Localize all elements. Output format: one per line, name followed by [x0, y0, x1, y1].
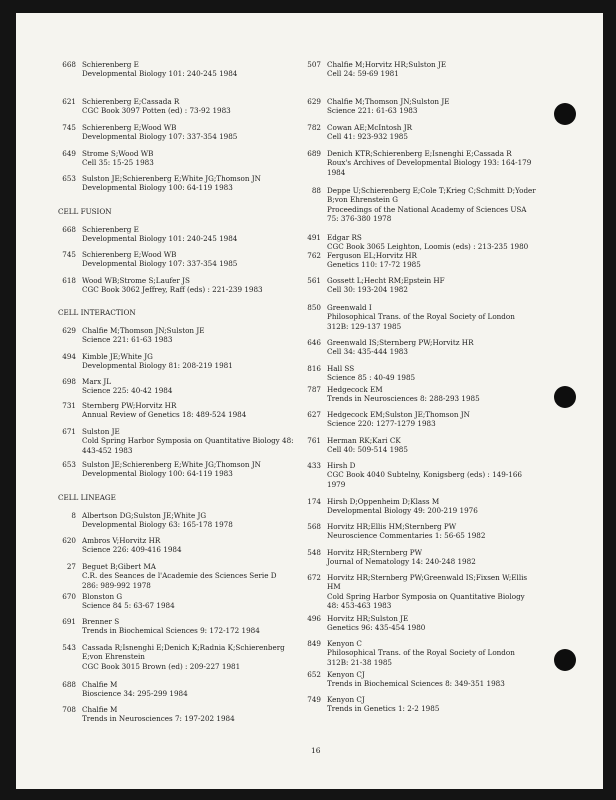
reference-number: 670 — [62, 592, 76, 601]
citation-source: Cell 41: 923-932 1985 — [327, 132, 408, 142]
citation-authors: Cassada R;Isnenghi E;Denich K;Radnia K;Schierenberg — [82, 643, 285, 652]
citation-entry — [309, 364, 415, 383]
citation-entry — [64, 250, 237, 269]
citation-authors: Horvitz HR;Sulston JE — [327, 614, 409, 623]
reference-number: 849 — [307, 639, 321, 648]
citation-source: Developmental Biology 100: 64-119 1983 — [82, 183, 233, 193]
citation-source: 75: 376-380 1978 — [327, 214, 392, 224]
citation-entry — [309, 573, 527, 611]
citation-authors: Schierenberg E;Cassada R — [82, 97, 180, 106]
citation-entry — [309, 338, 473, 357]
citation-entry — [64, 592, 175, 611]
citation-source: C.R. des Seances de l'Academie des Sciences Serie D — [82, 571, 277, 581]
citation-entry — [64, 680, 188, 699]
citation-entry — [309, 614, 425, 633]
citation-entry — [64, 123, 237, 142]
citation-entry — [64, 377, 172, 396]
reference-number: 688 — [62, 680, 76, 689]
reference-number: 745 — [62, 123, 76, 132]
citation-authors: Kenyon C — [327, 639, 362, 648]
citation-source: Cell 34: 435-444 1983 — [327, 347, 408, 357]
reference-number: 548 — [307, 548, 321, 557]
citation-authors: Denich KTR;Schierenberg E;Isnenghi E;Cassada R — [327, 149, 512, 158]
citation-authors: Cowan AE;McIntosh JR — [327, 123, 413, 132]
citation-source: CGC Book 3065 Leighton, Loomis (eds) : 213-235 1980 — [327, 242, 529, 252]
citation-source: Science 221: 61-63 1983 — [82, 335, 173, 345]
citation-authors: Strome S;Wood WB — [82, 149, 154, 158]
citation-source: Cell 40: 509-514 1985 — [327, 445, 408, 455]
citation-source: Cell 30: 193-204 1982 — [327, 285, 408, 295]
citation-entry — [309, 436, 408, 455]
citation-entry — [309, 60, 446, 79]
reference-number: 816 — [307, 364, 321, 373]
citation-entry — [309, 410, 470, 429]
reference-number: 629 — [307, 97, 321, 106]
citation-authors: Horvitz HR;Ellis HM;Sternberg PW — [327, 522, 457, 531]
citation-authors: Horvitz HR;Sternberg PW;Greenwald IS;Fixsen W;Ellis — [327, 573, 528, 582]
citation-source: Developmental Biology 101: 240-245 1984 — [82, 69, 238, 79]
reference-number: 621 — [62, 97, 76, 106]
citation-entry — [64, 705, 235, 724]
citation-authors: Greenwald I — [327, 303, 372, 312]
citation-source: Science 225: 40-42 1984 — [82, 386, 173, 396]
page-number: 16 — [311, 746, 321, 755]
citation-source: Philosophical Trans. of the Royal Society of London — [327, 648, 515, 658]
citation-authors: Brenner S — [82, 617, 120, 626]
citation-source: Science 85 : 40-49 1985 — [327, 373, 416, 383]
citation-entry — [309, 385, 480, 404]
citation-authors: Chalfie M — [82, 705, 118, 714]
section-heading: CELL LINEAGE — [58, 493, 116, 502]
reference-number: 762 — [307, 251, 321, 260]
citation-authors: Schierenberg E — [82, 225, 139, 234]
citation-entry — [309, 497, 478, 516]
citation-source: Cell 35: 15-25 1983 — [82, 158, 154, 168]
citation-source: Science 84 5: 63-67 1984 — [82, 601, 175, 611]
citation-source: Developmental Biology 81: 208-219 1981 — [82, 361, 233, 371]
citation-authors: Schierenberg E;Wood WB — [82, 123, 177, 132]
citation-entry — [64, 401, 246, 420]
citation-authors: Sulston JE;Schierenberg E;White JG;Thomson JN — [82, 174, 261, 183]
citation-source: Developmental Biology 107: 337-354 1985 — [82, 259, 238, 269]
citation-authors: Hedgecock EM;Sulston JE;Thomson JN — [327, 410, 470, 419]
citation-source: 312B: 21-38 1985 — [327, 657, 393, 667]
citation-authors: Greenwald IS;Sternberg PW;Horvitz HR — [327, 338, 474, 347]
citation-source: Bioscience 34: 295-299 1984 — [82, 689, 188, 699]
reference-number: 652 — [307, 670, 321, 679]
citation-source: Trends in Biochemical Sciences 8: 349-351 1983 — [327, 679, 505, 689]
reference-number: 629 — [62, 326, 76, 335]
citation-source: 312B: 129-137 1985 — [327, 321, 402, 331]
citation-authors: Hirsh D;Oppenheim D;Klass M — [327, 497, 440, 506]
citation-authors: Blonston G — [82, 592, 123, 601]
citation-entry — [64, 276, 263, 295]
reference-number: 618 — [62, 276, 76, 285]
citation-authors: Kimble JE;White JG — [82, 352, 153, 361]
citation-source: Science 226: 409-416 1984 — [82, 545, 182, 555]
citation-entry — [309, 303, 515, 331]
citation-source: Proceedings of the National Academy of Sciences USA — [327, 204, 527, 214]
citation-authors: Hirsh D — [327, 461, 356, 470]
citation-authors: Deppe U;Schierenberg E;Cole T;Krieg C;Schmitt D;Yoder — [327, 186, 536, 195]
citation-entry — [309, 522, 485, 541]
citation-source: CGC Book 4040 Subtelny, Konigsberg (eds) : 149-166 — [327, 470, 522, 480]
citation-entry — [64, 326, 204, 345]
citation-entry — [64, 174, 261, 193]
citation-source: Genetics 110: 17-72 1985 — [327, 260, 421, 270]
reference-number: 691 — [62, 617, 76, 626]
reference-number: 27 — [66, 562, 76, 571]
citation-entry — [309, 461, 522, 489]
citation-source: CGC Book 3097 Potten (ed) : 73-92 1983 — [82, 106, 231, 116]
citation-entry — [64, 511, 233, 530]
citation-authors: Chalfie M — [82, 680, 118, 689]
citation-authors: Sulston JE;Schierenberg E;White JG;Thomson JN — [82, 460, 261, 469]
reference-number: 668 — [62, 225, 76, 234]
reference-number: 507 — [307, 60, 321, 69]
citation-authors: Sulston JE — [82, 427, 120, 436]
citation-source: Developmental Biology 100: 64-119 1983 — [82, 469, 233, 479]
citation-entry — [64, 97, 231, 116]
citation-source: 286: 989-992 1978 — [82, 580, 151, 590]
reference-number: 782 — [307, 123, 321, 132]
citation-source: HM — [327, 582, 341, 592]
citation-source: 1979 — [327, 479, 346, 489]
citation-entry — [64, 562, 277, 590]
reference-number: 653 — [62, 460, 76, 469]
citation-source: Philosophical Trans. of the Royal Society of London — [327, 312, 515, 322]
citation-entry — [309, 149, 531, 177]
reference-number: 787 — [307, 385, 321, 394]
citation-authors: Chalfie M;Thomson JN;Sulston JE — [327, 97, 450, 106]
citation-source: E;von Ehrenstein — [82, 652, 145, 662]
citation-source: Developmental Biology 49: 200-219 1976 — [327, 506, 478, 516]
citation-entry — [309, 670, 505, 689]
citation-source: Cell 24: 59-69 1981 — [327, 69, 399, 79]
binder-hole — [554, 103, 576, 125]
citation-source: Cold Spring Harbor Symposia on Quantitative Biology — [327, 591, 525, 601]
citation-source: Trends in Genetics 1: 2-2 1985 — [327, 704, 440, 714]
citation-authors: Herman RK;Kari CK — [327, 436, 401, 445]
reference-number: 731 — [62, 401, 76, 410]
reference-number: 620 — [62, 536, 76, 545]
citation-source: Science 221: 61-63 1983 — [327, 106, 418, 116]
citation-authors: Ferguson EL;Horvitz HR — [327, 251, 417, 260]
citation-entry — [309, 639, 515, 667]
reference-number: 689 — [307, 149, 321, 158]
citation-entry — [309, 186, 536, 224]
citation-authors: Schierenberg E;Wood WB — [82, 250, 177, 259]
citation-source: Trends in Biochemical Sciences 9: 172-172 1984 — [82, 626, 260, 636]
reference-number: 668 — [62, 60, 76, 69]
citation-source: B;von Ehrenstein G — [327, 195, 398, 205]
citation-entry — [309, 251, 421, 270]
citation-entry — [309, 695, 439, 714]
citation-source: Cold Spring Harbor Symposia on Quantitative Biology 48: — [82, 436, 294, 446]
reference-number: 494 — [62, 352, 76, 361]
citation-entry — [309, 233, 528, 252]
citation-source: Genetics 96: 435-454 1980 — [327, 623, 426, 633]
citation-authors: Chalfie M;Thomson JN;Sulston JE — [82, 326, 205, 335]
reference-number: 850 — [307, 303, 321, 312]
citation-authors: Kenyon CJ — [327, 670, 365, 679]
citation-source: CGC Book 3015 Brown (ed) : 209-227 1981 — [82, 661, 241, 671]
citation-source: Journal of Nematology 14: 240-248 1982 — [327, 557, 476, 567]
citation-entry — [64, 225, 237, 244]
citation-source: Neuroscience Commentaries 1: 56-65 1982 — [327, 531, 486, 541]
section-heading: CELL FUSION — [58, 207, 112, 216]
document-page — [16, 13, 603, 789]
citation-source: CGC Book 3062 Jeffrey, Raff (eds) : 221-239 1983 — [82, 285, 263, 295]
citation-entry — [64, 427, 294, 455]
citation-entry — [64, 60, 237, 79]
citation-authors: Gossett L;Hecht RM;Epstein HF — [327, 276, 445, 285]
reference-number: 174 — [307, 497, 321, 506]
citation-source: Science 220: 1277-1279 1983 — [327, 419, 436, 429]
citation-authors: Albertson DG;Sulston JE;White JG — [82, 511, 207, 520]
reference-number: 672 — [307, 573, 321, 582]
reference-number: 653 — [62, 174, 76, 183]
citation-entry — [64, 352, 233, 371]
reference-number: 708 — [62, 705, 76, 714]
citation-entry — [309, 276, 445, 295]
reference-number: 491 — [307, 233, 321, 242]
binder-hole — [554, 386, 576, 408]
citation-source: Roux's Archives of Developmental Biology 193: 164-179 — [327, 158, 532, 168]
reference-number: 698 — [62, 377, 76, 386]
citation-authors: Chalfie M;Horvitz HR;Sulston JE — [327, 60, 447, 69]
citation-entry — [64, 460, 261, 479]
reference-number: 8 — [71, 511, 76, 520]
section-heading: CELL INTERACTION — [58, 308, 136, 317]
citation-source: Developmental Biology 63: 165-178 1978 — [82, 520, 233, 530]
reference-number: 433 — [307, 461, 321, 470]
citation-source: Trends in Neurosciences 7: 197-202 1984 — [82, 714, 235, 724]
reference-number: 761 — [307, 436, 321, 445]
citation-source: Developmental Biology 107: 337-354 1985 — [82, 132, 238, 142]
citation-authors: Horvitz HR;Sternberg PW — [327, 548, 422, 557]
citation-entry — [64, 617, 260, 636]
reference-number: 646 — [307, 338, 321, 347]
citation-source: 1984 — [327, 167, 346, 177]
citation-authors: Hedgecock EM — [327, 385, 383, 394]
reference-number: 627 — [307, 410, 321, 419]
citation-entry — [64, 536, 182, 555]
citation-authors: Ambros V;Horvitz HR — [82, 536, 161, 545]
citation-entry — [309, 123, 412, 142]
citation-entry — [64, 149, 154, 168]
reference-number: 88 — [311, 186, 321, 195]
citation-authors: Schierenberg E — [82, 60, 139, 69]
citation-entry — [309, 97, 449, 116]
citation-entry — [309, 548, 476, 567]
citation-source: Annual Review of Genetics 18: 489-524 1984 — [82, 410, 247, 420]
citation-authors: Sternberg PW;Horvitz HR — [82, 401, 177, 410]
citation-source: Developmental Biology 101: 240-245 1984 — [82, 234, 238, 244]
reference-number: 749 — [307, 695, 321, 704]
reference-number: 561 — [307, 276, 321, 285]
citation-source: Trends in Neurosciences 8: 288-293 1985 — [327, 394, 480, 404]
citation-authors: Hall SS — [327, 364, 355, 373]
reference-number: 745 — [62, 250, 76, 259]
reference-number: 568 — [307, 522, 321, 531]
binder-hole — [554, 649, 576, 671]
reference-number: 671 — [62, 427, 76, 436]
reference-number: 496 — [307, 614, 321, 623]
citation-entry — [64, 643, 285, 671]
reference-number: 543 — [62, 643, 76, 652]
citation-authors: Kenyon CJ — [327, 695, 365, 704]
citation-authors: Beguet B;Gibert MA — [82, 562, 156, 571]
reference-number: 649 — [62, 149, 76, 158]
citation-authors: Edgar RS — [327, 233, 362, 242]
citation-source: 443-452 1983 — [82, 445, 133, 455]
citation-source: 48: 453-463 1983 — [327, 601, 392, 611]
citation-authors: Marx JL — [82, 377, 112, 386]
citation-authors: Wood WB;Strome S;Laufer JS — [82, 276, 190, 285]
